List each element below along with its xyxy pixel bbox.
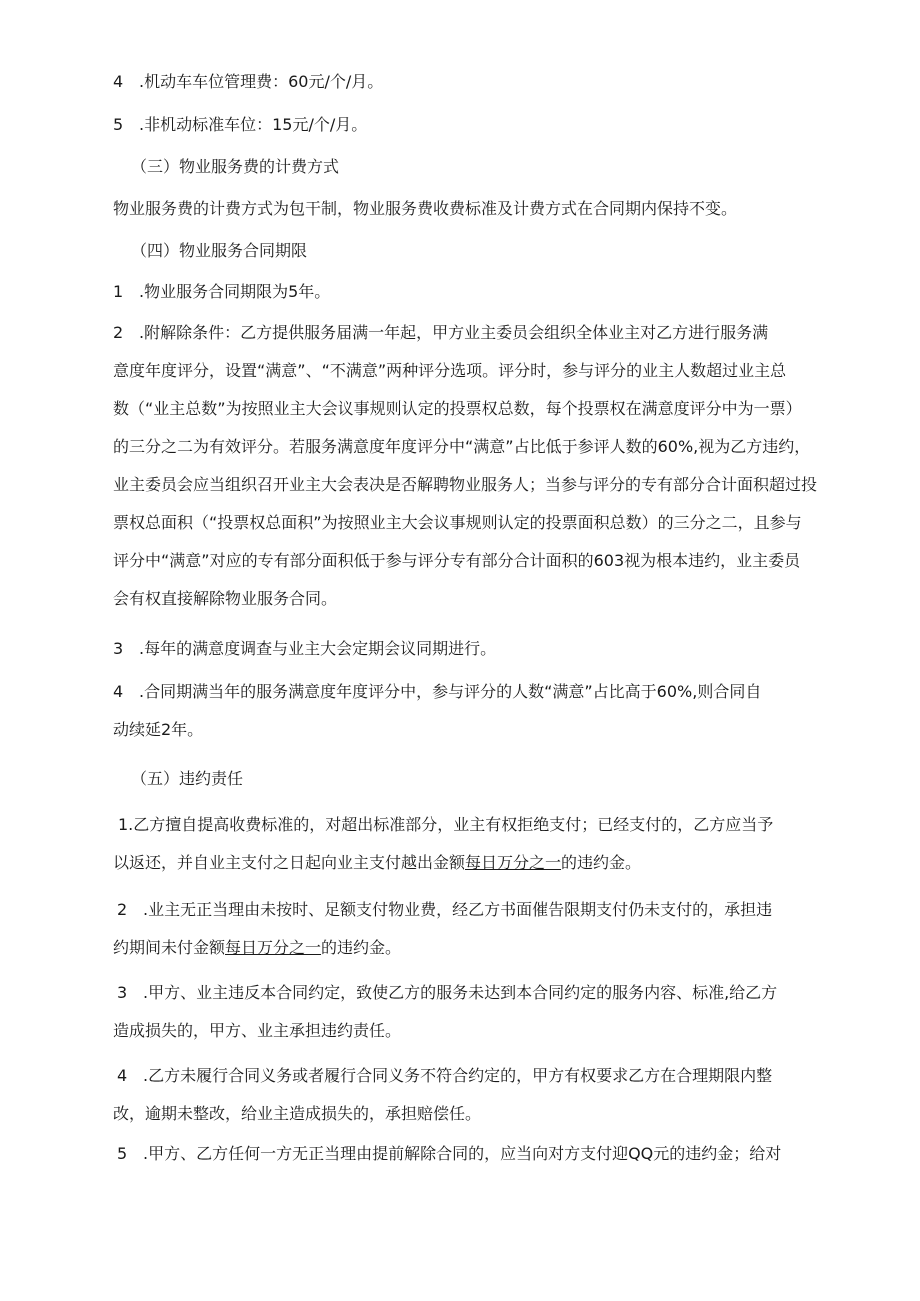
item-line: 会有权直接解除物业服务合同。 bbox=[113, 589, 338, 608]
section-5-item-5 bbox=[117, 1135, 829, 1173]
item-number: 3 bbox=[117, 983, 128, 1002]
item-number: 4 bbox=[113, 682, 124, 701]
item-number: 2 bbox=[117, 900, 128, 919]
item-line: 2 .附解除条件：乙方提供服务届满一年起，甲方业主委员会组织全体业主对乙方进行服务满 bbox=[113, 314, 825, 352]
section-4-heading: （四）物业服务合同期限 bbox=[131, 241, 308, 260]
item-text: .甲方、乙方任何一方无正当理由提前解除合同的，应当向对方支付迎QQ元的违约金；给对 bbox=[143, 1144, 782, 1163]
underlined-rate: 每日万分之一 bbox=[225, 938, 322, 957]
item-line: 约期间未付金额每日万分之一的违约金。 bbox=[113, 938, 402, 957]
fee-item-4 bbox=[113, 63, 825, 101]
underlined-rate: 每日万分之一 bbox=[465, 853, 562, 872]
item-line: 业主委员会应当组织召开业主大会表决是否解聘物业服务人；当参与评分的专有部分合计面积超过投 bbox=[113, 475, 818, 494]
item-line: 意度年度评分，设置“满意”、“不满意”两种评分选项。评分时，参与评分的业主人数超过业主总 bbox=[113, 361, 787, 380]
item-line: 的三分之二为有效评分。若服务满意度年度评分中“满意”占比低于参评人数的60%,视为乙方违约， bbox=[113, 437, 811, 456]
item-number: 1 bbox=[113, 282, 124, 301]
item-line: 1.乙方擅自提高收费标准的，对超出标准部分，业主有权拒绝支付；已经支付的，乙方应当予 bbox=[118, 815, 774, 834]
item-number: 5 bbox=[113, 115, 124, 134]
fee-item-5 bbox=[113, 106, 825, 144]
section-4-item-1 bbox=[113, 273, 825, 311]
item-number: 4 bbox=[113, 72, 124, 91]
item-line: 动续延2年。 bbox=[113, 720, 204, 739]
section-5-heading: （五）违约责任 bbox=[131, 769, 244, 788]
item-text: .物业服务合同期限为5年。 bbox=[139, 282, 331, 301]
item-text: .每年的满意度调查与业主大会定期会议同期进行。 bbox=[139, 639, 497, 658]
item-line: 数（“业主总数”为按照业主大会议事规则认定的投票权总数，每个投票权在满意度评分中为一票） bbox=[113, 399, 802, 418]
item-text: .机动车车位管理费：60元/个/月。 bbox=[139, 72, 384, 91]
item-number: 4 bbox=[117, 1066, 128, 1085]
item-text: .非机动标准车位：15元/个/月。 bbox=[139, 115, 368, 134]
item-number: 3 bbox=[113, 639, 124, 658]
item-line: 票权总面积（“投票权总面积”为按照业主大会议事规则认定的投票面积总数）的三分之二，且参与 bbox=[113, 513, 802, 532]
item-line: 4 .合同期满当年的服务满意度年度评分中，参与评分的人数“满意”占比高于60%,则合同自 bbox=[113, 673, 825, 711]
item-line: 改，逾期未整改，给业主造成损失的，承担赔偿任。 bbox=[113, 1104, 482, 1123]
section-3-body: 物业服务费的计费方式为包干制，物业服务费收费标准及计费方式在合同期内保持不变。 bbox=[113, 199, 738, 218]
item-line: 评分中“满意”对应的专有部分面积低于参与评分专有部分合计面积的603视为根本违约，业主委员 bbox=[113, 551, 801, 570]
item-line: 造成损失的，甲方、业主承担违约责任。 bbox=[113, 1021, 402, 1040]
item-number: 2 bbox=[113, 323, 124, 342]
item-line: 以返还，并自业主支付之日起向业主支付越出金额每日万分之一的违约金。 bbox=[113, 853, 642, 872]
section-3-heading: （三）物业服务费的计费方式 bbox=[131, 157, 340, 176]
item-line: 4 .乙方未履行合同义务或者履行合同义务不符合约定的，甲方有权要求乙方在合理期限内整 bbox=[117, 1057, 829, 1095]
section-4-item-3 bbox=[113, 630, 825, 668]
item-number: 5 bbox=[117, 1144, 128, 1163]
item-line: 3 .甲方、业主违反本合同约定，致使乙方的服务未达到本合同约定的服务内容、标准,给乙方 bbox=[117, 974, 829, 1012]
item-line: 2 .业主无正当理由未按时、足额支付物业费，经乙方书面催告限期支付仍未支付的，承担违 bbox=[117, 891, 829, 929]
